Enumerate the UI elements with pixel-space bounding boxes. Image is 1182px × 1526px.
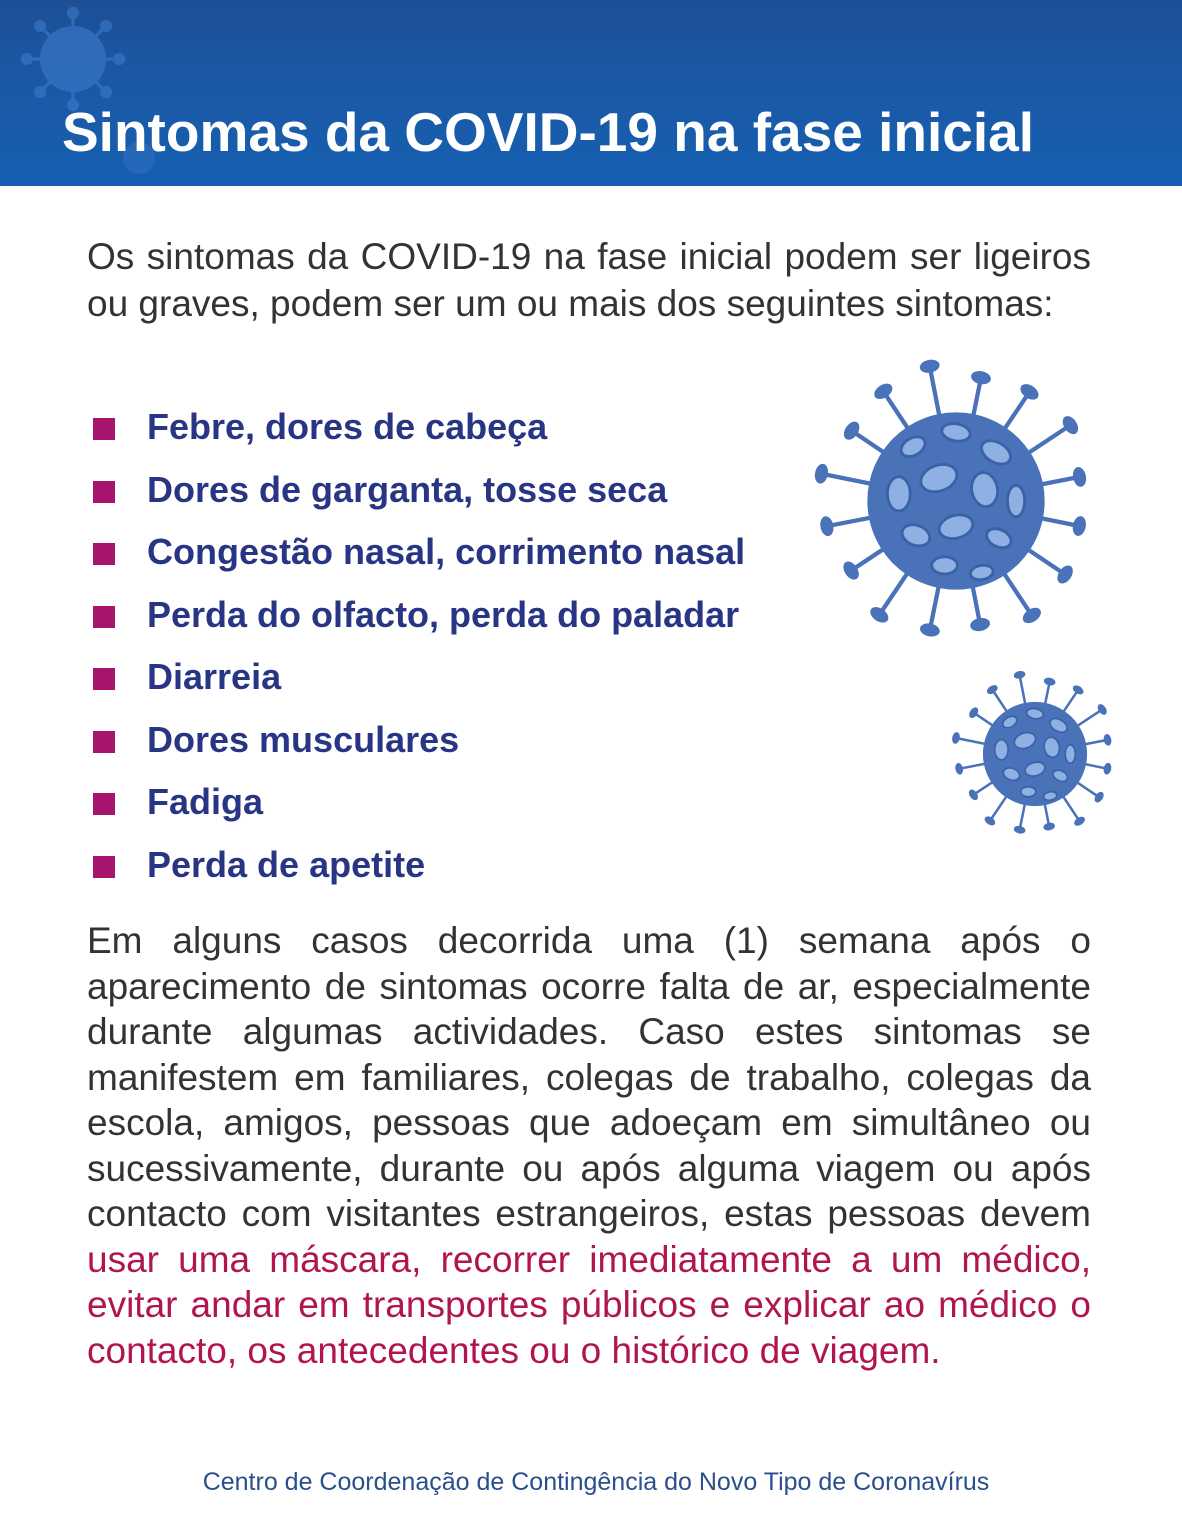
bullet-square-icon bbox=[93, 481, 115, 503]
symptom-label: Perda de apetite bbox=[147, 843, 426, 885]
body-text: Em alguns casos decorrida uma (1) semana após o aparecimento de sintomas ocorre falta de ar, especialmente durante algumas actividades. Caso estes sintomas se manifestem em familiares, colegas de trabalho, colegas da escola, amigos, pessoas que adoeçam em simultâneo ou sucessivamente, durante ou após alguma viagem ou após contacto com visitantes estrangeiros, estas pessoas devem bbox=[87, 920, 1091, 1234]
symptom-label: Dores musculares bbox=[147, 718, 460, 760]
list-item bbox=[93, 404, 745, 467]
bullet-square-icon bbox=[93, 856, 115, 878]
bullet-square-icon bbox=[93, 543, 115, 565]
symptom-label: Congestão nasal, corrimento nasal bbox=[147, 531, 746, 572]
list-item bbox=[93, 529, 745, 592]
symptom-label: Fadiga bbox=[147, 781, 264, 822]
list-item bbox=[93, 467, 745, 530]
bullet-square-icon bbox=[93, 731, 115, 753]
list-item bbox=[93, 842, 745, 905]
list-item bbox=[93, 779, 745, 842]
list-item bbox=[93, 717, 745, 780]
symptom-label: Diarreia bbox=[147, 656, 282, 697]
symptom-label: Perda do olfacto, perda do paladar bbox=[147, 593, 740, 635]
bullet-square-icon bbox=[93, 606, 115, 628]
virus-icon bbox=[950, 670, 1120, 838]
list-item bbox=[93, 592, 745, 655]
highlight-text: usar uma máscara, recorrer imediatamente a um médico, evitar andar em transportes públicos e explicar ao médico o contacto, os antecedentes ou o histórico de viagem. bbox=[87, 1238, 1091, 1371]
intro-paragraph: Os sintomas da COVID-19 na fase inicial podem ser ligeiros ou graves, podem ser um ou mais dos seguintes sintomas: bbox=[87, 236, 1091, 324]
symptom-list bbox=[93, 404, 745, 904]
bullet-square-icon bbox=[93, 418, 115, 440]
virus-icon bbox=[18, 4, 128, 114]
virus-icon bbox=[813, 356, 1099, 646]
page-title: Sintomas da COVID-19 na fase inicial bbox=[62, 101, 1034, 163]
symptom-label: Dores de garganta, tosse seca bbox=[147, 468, 668, 510]
footer-organization: Centro de Coordenação de Contingência do Novo Tipo de Coronavírus bbox=[202, 1468, 990, 1496]
body-paragraph bbox=[87, 918, 1091, 1373]
list-item bbox=[93, 654, 745, 717]
symptom-label: Febre, dores de cabeça bbox=[147, 406, 548, 447]
bullet-square-icon bbox=[93, 668, 115, 690]
header-banner bbox=[0, 0, 1182, 186]
bullet-square-icon bbox=[93, 793, 115, 815]
